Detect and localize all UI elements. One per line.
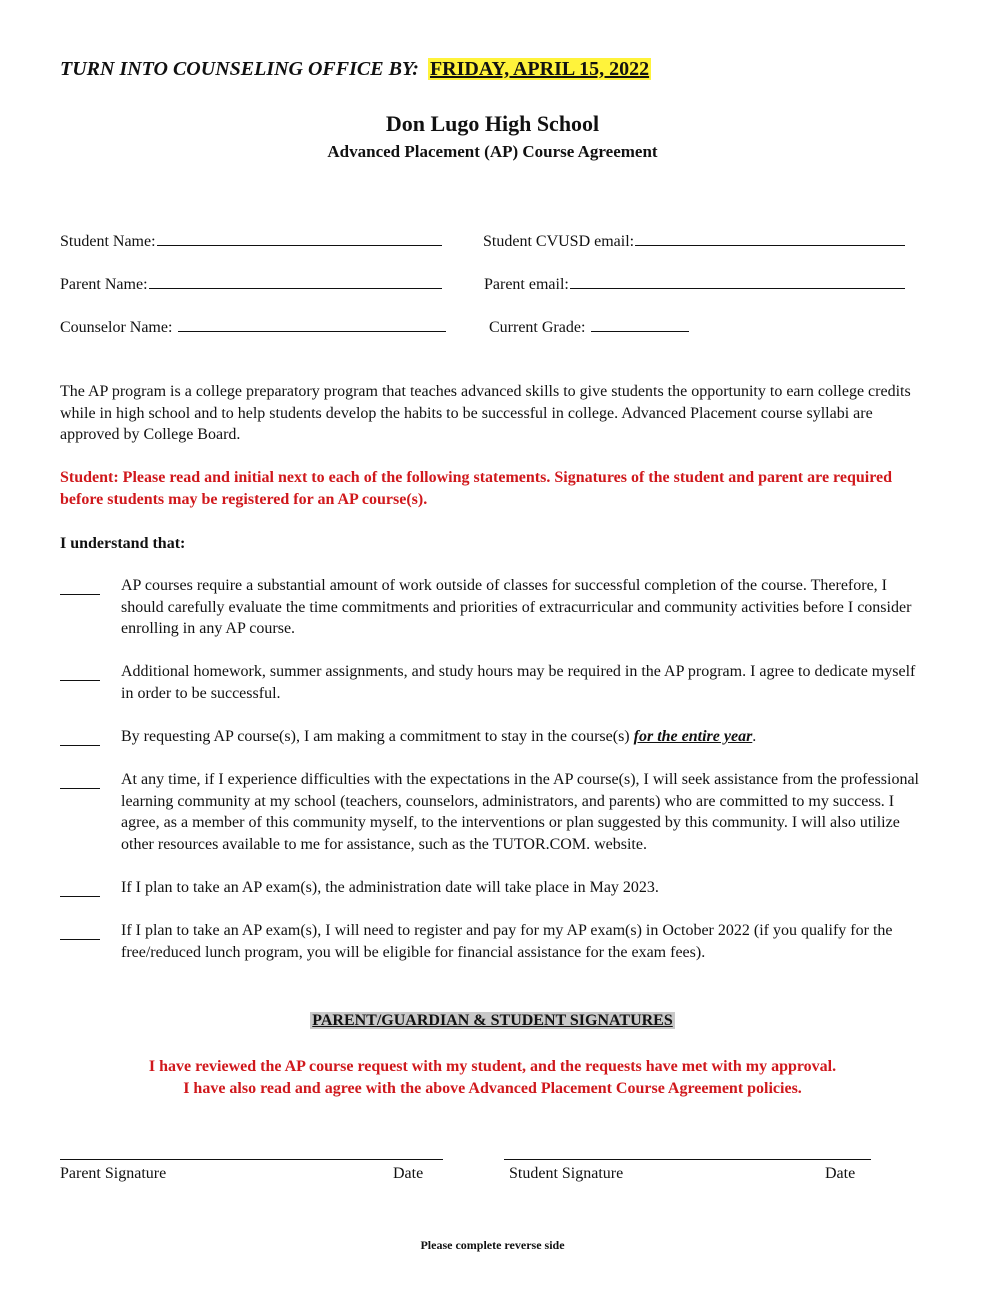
- student-date-label: Date: [825, 1165, 856, 1182]
- footer-note: Please complete reverse side: [420, 1238, 565, 1252]
- statement-3-end: .: [752, 728, 757, 745]
- counselor-name-line[interactable]: [178, 317, 446, 332]
- counselor-name-field[interactable]: [60, 317, 446, 337]
- student-name-field[interactable]: [60, 231, 442, 251]
- student-signature-label: Student Signature: [509, 1165, 624, 1182]
- statement-3-emphasis: for the entire year: [633, 728, 753, 745]
- statement-5: If I plan to take an AP exam(s), the administration date will take place in May 2023.: [121, 879, 659, 896]
- parent-email-line[interactable]: [570, 274, 905, 289]
- current-grade-label: Current Grade:: [489, 319, 586, 336]
- parent-signature-line[interactable]: [60, 1159, 443, 1160]
- deadline-notice: [60, 58, 651, 81]
- signatures-heading-text: PARENT/GUARDIAN & STUDENT SIGNATURES: [312, 1012, 673, 1029]
- current-grade-field[interactable]: [489, 317, 689, 337]
- understand-heading: I understand that:: [60, 535, 186, 552]
- initial-blank-6[interactable]: [60, 925, 100, 940]
- instruction-paragraph: Student: Please read and initial next to each of the following statements. Signatures of the student and parent are required before students may be registered for an AP course(s).: [60, 469, 893, 508]
- initial-blank-1[interactable]: [60, 580, 100, 595]
- counselor-name-label: Counselor Name:: [60, 319, 173, 336]
- statement-3: [121, 726, 921, 748]
- initial-blank-4[interactable]: [60, 774, 100, 789]
- approval-line-1: I have reviewed the AP course request with my student, and the requests have met with my approval.: [148, 1058, 837, 1075]
- statement-2: Additional homework, summer assignments, and study hours may be required in the AP program. I agree to dedicate myself in order to be successful.: [121, 663, 916, 702]
- student-signature-line[interactable]: [504, 1159, 871, 1160]
- statement-3-text: By requesting AP course(s), I am making a commitment to stay in the course(s): [121, 728, 634, 745]
- initial-blank-5[interactable]: [60, 882, 100, 897]
- current-grade-line[interactable]: [591, 317, 689, 332]
- form-title: Advanced Placement (AP) Course Agreement: [327, 142, 658, 161]
- initial-blank-3[interactable]: [60, 731, 100, 746]
- statement-4: At any time, if I experience difficulties with the expectations in the AP course(s), I will seek assistance from the professional learning community at my school (teachers, counselors, administrators, and parents) who are committed to my success. I agree, as a member of this community myself, to the interventions or plan suggested by this community. I will also utilize other resources available to me for assistance, such as the TUTOR.COM. website.: [121, 771, 919, 853]
- parent-signature-label: Parent Signature: [60, 1165, 167, 1182]
- parent-name-label: Parent Name:: [60, 276, 148, 293]
- signatures-heading: [0, 1012, 985, 1030]
- statement-1: AP courses require a substantial amount of work outside of classes for successful completion of the course. Therefore, I should carefully evaluate the time commitments and priorities of extracurricular and community activities before I consider enrolling in any AP course.: [121, 577, 912, 637]
- deadline-date: FRIDAY, APRIL 15, 2022: [429, 58, 650, 80]
- parent-name-line[interactable]: [149, 274, 442, 289]
- student-email-field[interactable]: [483, 231, 905, 251]
- initial-blank-2[interactable]: [60, 666, 100, 681]
- school-name: Don Lugo High School: [385, 111, 600, 136]
- statement-6: If I plan to take an AP exam(s), I will need to register and pay for my AP exam(s) in October 2022 (if you qualify for the free/reduced lunch program, you will be eligible for financial assistance for the exam fees).: [121, 922, 893, 961]
- parent-email-field[interactable]: [484, 274, 905, 294]
- student-email-line[interactable]: [635, 231, 905, 246]
- deadline-label: TURN INTO COUNSELING OFFICE BY:: [60, 58, 419, 80]
- parent-email-label: Parent email:: [484, 276, 569, 293]
- student-email-label: Student CVUSD email:: [483, 233, 635, 250]
- student-name-label: Student Name:: [60, 233, 156, 250]
- student-name-line[interactable]: [157, 231, 442, 246]
- parent-name-field[interactable]: [60, 274, 442, 294]
- approval-line-2: I have also read and agree with the above Advanced Placement Course Agreement policies.: [183, 1080, 802, 1097]
- intro-paragraph: The AP program is a college preparatory program that teaches advanced skills to give students the opportunity to earn college credits while in high school and to help students develop the habits to be successful in college. Advanced Placement course syllabi are approved by College Board.: [60, 383, 911, 443]
- parent-date-label: Date: [393, 1165, 424, 1182]
